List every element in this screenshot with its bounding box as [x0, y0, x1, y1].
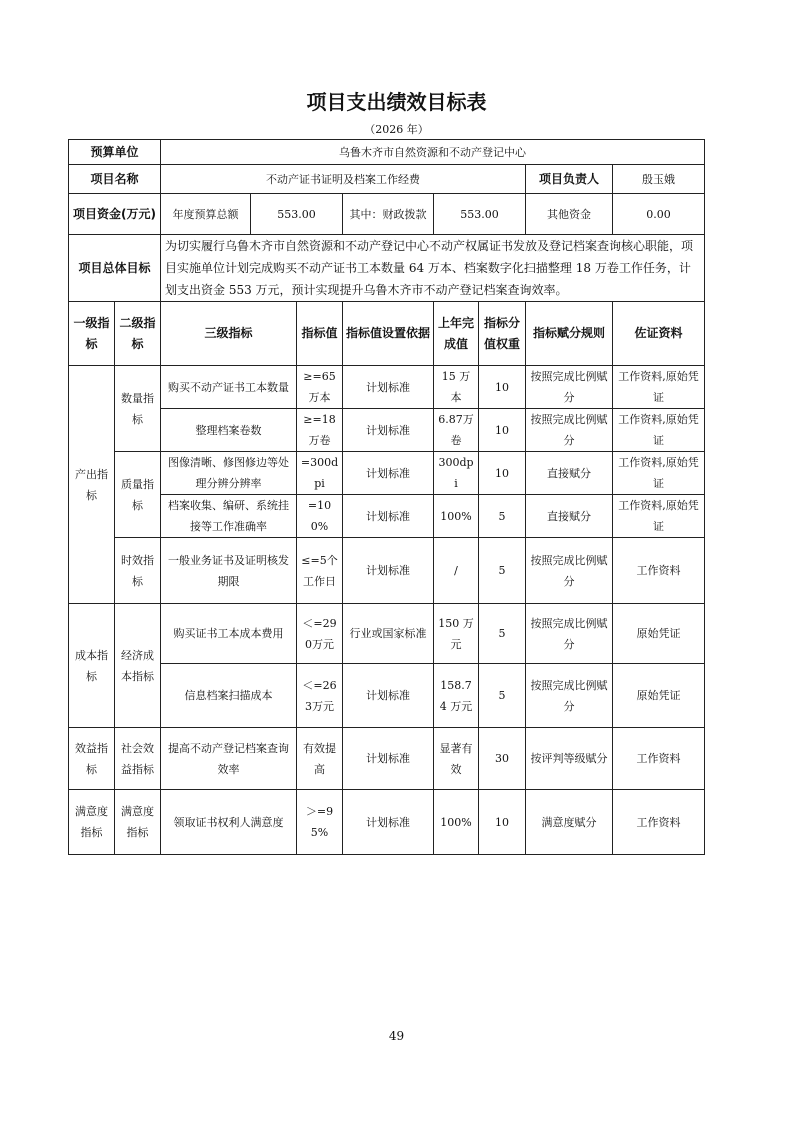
indicator-value: =300dpi — [297, 452, 343, 495]
level1-indicator: 满意度指标 — [69, 790, 115, 855]
page-title: 项目支出绩效目标表 — [306, 90, 487, 114]
indicator-row — [69, 409, 705, 452]
unit-row — [69, 140, 705, 165]
indicator-level3: 提高不动产登记档案查询效率 — [161, 728, 297, 790]
indicator-last-year: 100% — [434, 790, 479, 855]
other-label: 其他资金 — [526, 194, 613, 235]
indicator-rule: 按照完成比例赋分 — [526, 538, 613, 604]
indicator-last-year: 158.74 万元 — [434, 664, 479, 728]
indicator-level3: 购买证书工本成本费用 — [161, 604, 297, 664]
header-level1: 一级指标 — [69, 302, 115, 366]
header-level3: 三级指标 — [161, 302, 297, 366]
performance-table — [68, 139, 705, 855]
indicator-evidence: 工作资料,原始凭证 — [613, 495, 705, 538]
indicator-level3: 信息档案扫描成本 — [161, 664, 297, 728]
total-value: 553.00 — [251, 194, 343, 235]
goal-row — [69, 235, 705, 302]
indicator-weight: 10 — [479, 409, 526, 452]
header-value: 指标值 — [297, 302, 343, 366]
indicator-basis: 计划标准 — [343, 790, 434, 855]
indicator-last-year: 显著有效 — [434, 728, 479, 790]
owner-value: 殷玉娥 — [613, 165, 705, 194]
indicator-value: ≥=65万本 — [297, 366, 343, 409]
level2-indicator: 数量指标 — [115, 366, 161, 452]
goal-text: 为切实履行乌鲁木齐市自然资源和不动产登记中心不动产权属证书发放及登记档案查询核心职能，项目实施单位计划完成购买不动产证书工本数量 64 万本、档案数字化扫描整理 18 万卷工作任务，计划支出资金 553 万元，预计实现提升乌鲁木齐市不动产登记档案查询效率。 — [161, 235, 705, 302]
fiscal-label: 其中：财政拨款 — [343, 194, 434, 235]
indicator-evidence: 原始凭证 — [613, 604, 705, 664]
indicator-last-year: 6.87万卷 — [434, 409, 479, 452]
indicator-weight: 30 — [479, 728, 526, 790]
indicator-row — [69, 366, 705, 409]
indicator-row — [69, 452, 705, 495]
indicator-row — [69, 604, 705, 664]
indicator-row — [69, 664, 705, 728]
indicator-level3: 图像清晰、修图修边等处理分辨分辨率 — [161, 452, 297, 495]
indicator-last-year: / — [434, 538, 479, 604]
indicator-last-year: 100% — [434, 495, 479, 538]
indicator-rule: 按照完成比例赋分 — [526, 366, 613, 409]
indicator-basis: 计划标准 — [343, 538, 434, 604]
header-rule: 指标赋分规则 — [526, 302, 613, 366]
header-evidence: 佐证资料 — [613, 302, 705, 366]
indicator-evidence: 工作资料 — [613, 728, 705, 790]
indicator-weight: 10 — [479, 366, 526, 409]
header-row — [69, 302, 705, 366]
indicator-value: =100% — [297, 495, 343, 538]
indicator-level3: 购买不动产证书工本数量 — [161, 366, 297, 409]
indicator-rule: 按照完成比例赋分 — [526, 604, 613, 664]
indicator-rule: 直接赋分 — [526, 452, 613, 495]
indicator-value: ≥=18万卷 — [297, 409, 343, 452]
level2-indicator: 经济成本指标 — [115, 604, 161, 728]
level2-indicator: 时效指标 — [115, 538, 161, 604]
indicator-value: ≤=5个工作日 — [297, 538, 343, 604]
indicator-level3: 领取证书权利人满意度 — [161, 790, 297, 855]
level1-indicator: 效益指标 — [69, 728, 115, 790]
indicator-basis: 计划标准 — [343, 728, 434, 790]
indicator-weight: 5 — [479, 495, 526, 538]
project-name-label: 项目名称 — [69, 165, 161, 194]
indicator-rule: 直接赋分 — [526, 495, 613, 538]
indicator-weight: 10 — [479, 790, 526, 855]
indicator-level3: 档案收集、编研、系统挂接等工作准确率 — [161, 495, 297, 538]
indicator-rule: 按评判等级赋分 — [526, 728, 613, 790]
indicator-basis: 行业或国家标准 — [343, 604, 434, 664]
other-value: 0.00 — [613, 194, 705, 235]
page-number: 49 — [388, 1029, 405, 1043]
level2-indicator: 社会效益指标 — [115, 728, 161, 790]
indicator-row — [69, 728, 705, 790]
indicator-weight: 5 — [479, 664, 526, 728]
level2-indicator: 质量指标 — [115, 452, 161, 538]
indicator-row — [69, 790, 705, 855]
indicator-evidence: 工作资料,原始凭证 — [613, 366, 705, 409]
indicator-rule: 满意度赋分 — [526, 790, 613, 855]
level1-indicator: 产出指标 — [69, 366, 115, 604]
project-name-value: 不动产证书证明及档案工作经费 — [161, 165, 526, 194]
fiscal-value: 553.00 — [434, 194, 526, 235]
unit-label: 预算单位 — [69, 140, 161, 165]
indicator-value: ＜=263万元 — [297, 664, 343, 728]
indicator-evidence: 原始凭证 — [613, 664, 705, 728]
project-name-row — [69, 165, 705, 194]
indicator-weight: 5 — [479, 604, 526, 664]
indicator-basis: 计划标准 — [343, 452, 434, 495]
indicator-level3: 整理档案卷数 — [161, 409, 297, 452]
indicator-value: ＜=290万元 — [297, 604, 343, 664]
indicator-evidence: 工作资料,原始凭证 — [613, 409, 705, 452]
indicator-evidence: 工作资料,原始凭证 — [613, 452, 705, 495]
indicator-level3: 一般业务证书及证明核发期限 — [161, 538, 297, 604]
goal-label: 项目总体目标 — [69, 235, 161, 302]
indicator-row — [69, 538, 705, 604]
indicator-basis: 计划标准 — [343, 664, 434, 728]
indicator-last-year: 300dpi — [434, 452, 479, 495]
indicator-weight: 5 — [479, 538, 526, 604]
unit-value: 乌鲁木齐市自然资源和不动产登记中心 — [161, 140, 705, 165]
fund-label: 项目资金(万元) — [69, 194, 161, 235]
indicator-row — [69, 495, 705, 538]
fund-row — [69, 194, 705, 235]
indicator-value: 有效提高 — [297, 728, 343, 790]
header-level2: 二级指标 — [115, 302, 161, 366]
level2-indicator: 满意度指标 — [115, 790, 161, 855]
indicator-basis: 计划标准 — [343, 495, 434, 538]
header-last-year: 上年完成值 — [434, 302, 479, 366]
indicator-basis: 计划标准 — [343, 409, 434, 452]
indicator-value: ＞=95% — [297, 790, 343, 855]
header-basis: 指标值设置依据 — [343, 302, 434, 366]
indicator-rule: 按照完成比例赋分 — [526, 664, 613, 728]
indicator-last-year: 15 万本 — [434, 366, 479, 409]
indicator-weight: 10 — [479, 452, 526, 495]
header-weight: 指标分值权重 — [479, 302, 526, 366]
indicator-evidence: 工作资料 — [613, 538, 705, 604]
indicator-basis: 计划标准 — [343, 366, 434, 409]
level1-indicator: 成本指标 — [69, 604, 115, 728]
indicator-rule: 按照完成比例赋分 — [526, 409, 613, 452]
indicator-evidence: 工作资料 — [613, 790, 705, 855]
total-label: 年度预算总额 — [161, 194, 251, 235]
owner-label: 项目负责人 — [526, 165, 613, 194]
year-label: （2026 年） — [364, 123, 429, 136]
indicator-last-year: 150 万元 — [434, 604, 479, 664]
